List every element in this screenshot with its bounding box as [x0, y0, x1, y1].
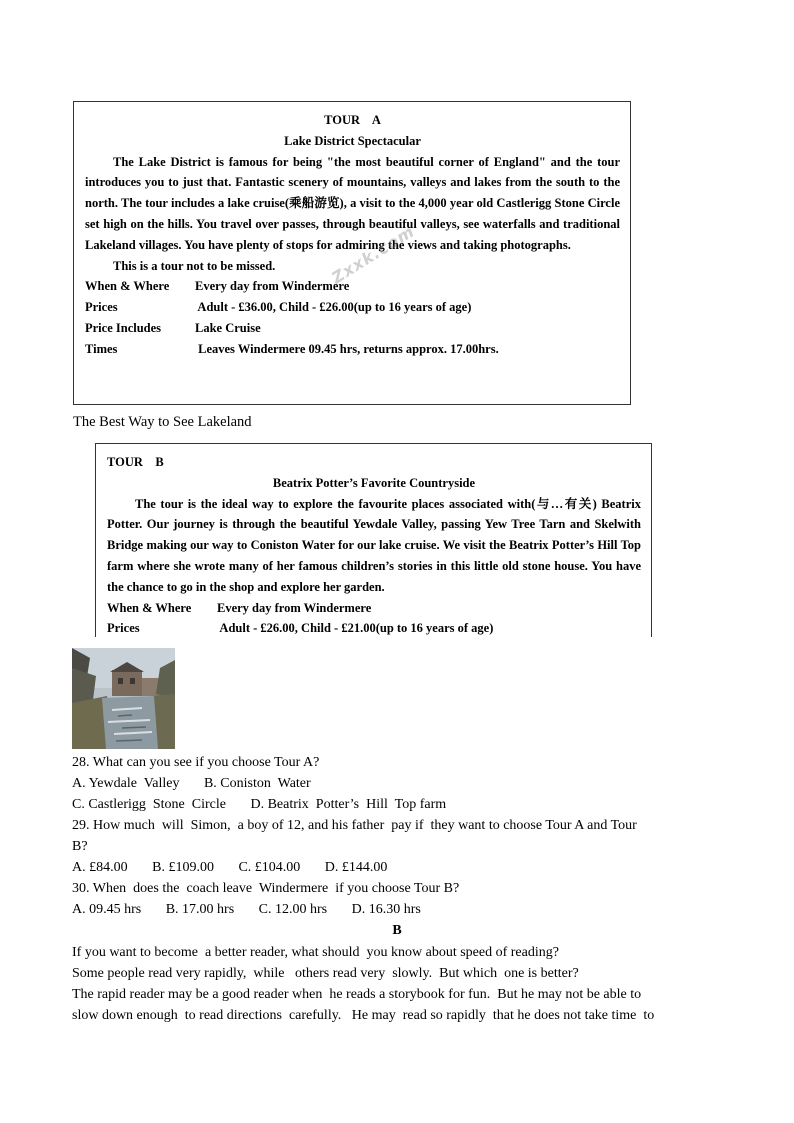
- tour-a-label: TOUR A: [324, 113, 381, 127]
- question-30: 30. When does the coach leave Windermere if you choose Tour B?: [72, 881, 460, 896]
- tour-b-label: TOUR B: [107, 455, 164, 469]
- section-b-label: B: [392, 923, 402, 938]
- tour-b-detail-row: [107, 618, 641, 637]
- river-photo: [72, 648, 175, 749]
- watermark: Zxxk.com: [328, 221, 418, 288]
- tour-b-box: [95, 443, 652, 637]
- tour-b-detail-row: [107, 598, 641, 619]
- tour-a-detail-value: Adult - £36.00, Child - £26.00(up to 16 years of age): [195, 300, 472, 315]
- tour-a-detail-value: Every day from Windermere: [195, 279, 350, 294]
- tour-b-detail-value: Adult - £26.00, Child - £21.00(up to 16 years of age): [217, 621, 494, 636]
- tour-a-detail-key: Times: [85, 341, 118, 356]
- tour-a-detail-row: [85, 297, 620, 318]
- tour-a-detail-row: [85, 276, 620, 297]
- question-29-options: A. £84.00 B. £109.00 C. £104.00 D. £144.00: [72, 860, 388, 875]
- tour-b-title: Beatrix Potter’s Favorite Countryside: [272, 475, 476, 490]
- tour-a-detail-key: When & Where: [85, 279, 170, 294]
- river-photo-image: [72, 648, 175, 749]
- question-28-options-cd: C. Castlerigg Stone Circle D. Beatrix Potter’s Hill Top farm: [72, 797, 447, 812]
- passage-line: The rapid reader may be a good reader when he reads a storybook for fun. But he may not be able to: [72, 987, 642, 1002]
- passage-line: If you want to become a better reader, what should you know about speed of reading?: [72, 945, 559, 960]
- section-heading: The Best Way to See Lakeland: [73, 414, 252, 430]
- tour-a-box: [73, 101, 631, 405]
- question-28: 28. What can you see if you choose Tour A?: [72, 755, 320, 770]
- question-29-continued: B?: [72, 839, 88, 854]
- tour-a-detail-row: [85, 339, 620, 360]
- passage-line: slow down enough to read directions carefully. He may read so rapidly that he does not take time to: [72, 1008, 655, 1023]
- tour-a-detail-row: [85, 318, 620, 339]
- tour-b-description: The tour is the ideal way to explore the favourite places associated with(与…有关) Beatrix Potter. Our journey is through the beautiful Yewdale Valley, passing Yew Tree Tarn and Skelwith Bridge making our way to Coniston Water for our lake cruise. We visit the Beatrix Potter’s Hill Top farm where she wrote many of her famous children’s stories in this little old stone house. You have the chance to go in the shop and explore her garden.: [107, 496, 641, 594]
- tour-a-detail-value: Lake Cruise: [195, 320, 261, 335]
- tour-a-detail-key: Price Includes: [85, 320, 162, 335]
- tour-a-detail-value: Leaves Windermere 09.45 hrs, returns approx. 17.00hrs.: [195, 341, 499, 356]
- passage-line: Some people read very rapidly, while others read very slowly. But which one is better?: [72, 966, 579, 981]
- tour-a-title: Lake District Spectacular: [284, 133, 421, 148]
- tour-b-detail-value: Every day from Windermere: [217, 600, 372, 615]
- passage-b: [72, 942, 717, 1026]
- question-28-options-ab: A. Yewdale Valley B. Coniston Water: [72, 776, 311, 791]
- tour-a-description: The Lake District is famous for being "the most beautiful corner of England" and the tour introduces you to just that. Fantastic scenery of mountains, valleys and lakes from the south to the north. The tour includes a lake cruise(乘船游览), a visit to the 4,000 year old Castlerigg Stone Circle set high on the hills. You travel over passes, through beautiful valleys, see waterfalls and traditional Lakeland villages. You have plenty of stops for admiring the views and taking photographs.: [85, 154, 620, 252]
- question-30-options: A. 09.45 hrs B. 17.00 hrs C. 12.00 hrs D. 16.30 hrs: [72, 902, 421, 917]
- tour-a-detail-key: Prices: [85, 300, 118, 315]
- question-29: 29. How much will Simon, a boy of 12, and his father pay if they want to choose Tour A and Tour: [72, 818, 637, 833]
- tour-a-tagline: This is a tour not to be missed.: [113, 258, 276, 273]
- questions-section: [72, 752, 722, 941]
- tour-b-detail-key: When & Where: [107, 600, 192, 615]
- tour-b-detail-key: Prices: [107, 621, 140, 636]
